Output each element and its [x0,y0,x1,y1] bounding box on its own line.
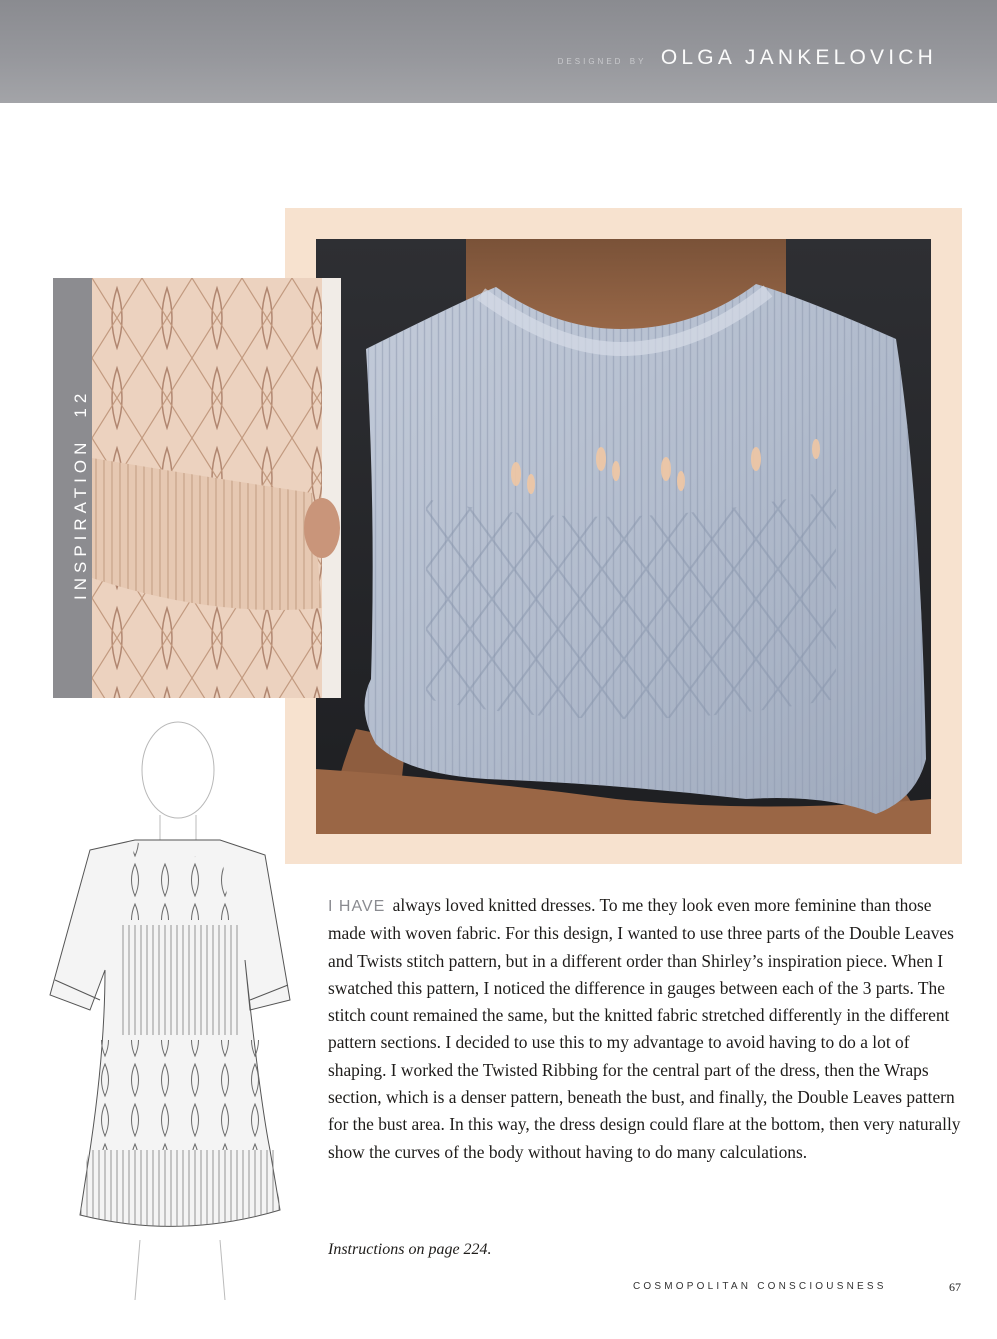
fashion-illustration [30,700,310,1300]
inspiration-label [72,280,89,600]
lead-in: I HAVE [328,898,386,915]
designer-credit [558,46,937,70]
designer-name: OLGA JANKELOVICH [660,46,937,69]
page-number: 67 [949,1280,961,1294]
inspiration-photo [92,278,341,698]
designed-by-label: designed by [557,53,647,67]
dress-sketch [30,700,310,1300]
article-body [328,892,964,1166]
main-photo [316,239,931,834]
inspiration-number: 12 [71,388,90,418]
inspiration-word: INSPIRATION [71,437,90,600]
instructions-note: Instructions on page 224. [328,1241,492,1258]
inspiration-knit-image [92,278,341,698]
body-paragraph: always loved knitted dresses. To me they look even more feminine than those made with woven fabric. For this design, I wanted to use three parts of the Double Leaves and Twists stitch pattern, but in a different order than Shirley’s inspiration piece. When I swatched this pattern, I noticed the difference in gauges between each of the 3 parts. The stitch count remained the same, but the knitted fabric stretched differently in the different pattern sections. I decided to use this to my advantage to avoid having to do a lot of shaping. I worked the Twisted Ribbing for the central part of the dress, then the Wraps section, which is a denser pattern, beneath the bust, and finally, the Double Leaves pattern for the bust area. In this way, the dress design could flare at the bottom, then very naturally show the curves of the body without having to do many calculations. [328,895,961,1162]
header-band [0,0,997,103]
sweater-photo-image [316,239,931,834]
running-footer: COSMOPOLITAN CONSCIOUSNESS [633,1281,887,1292]
